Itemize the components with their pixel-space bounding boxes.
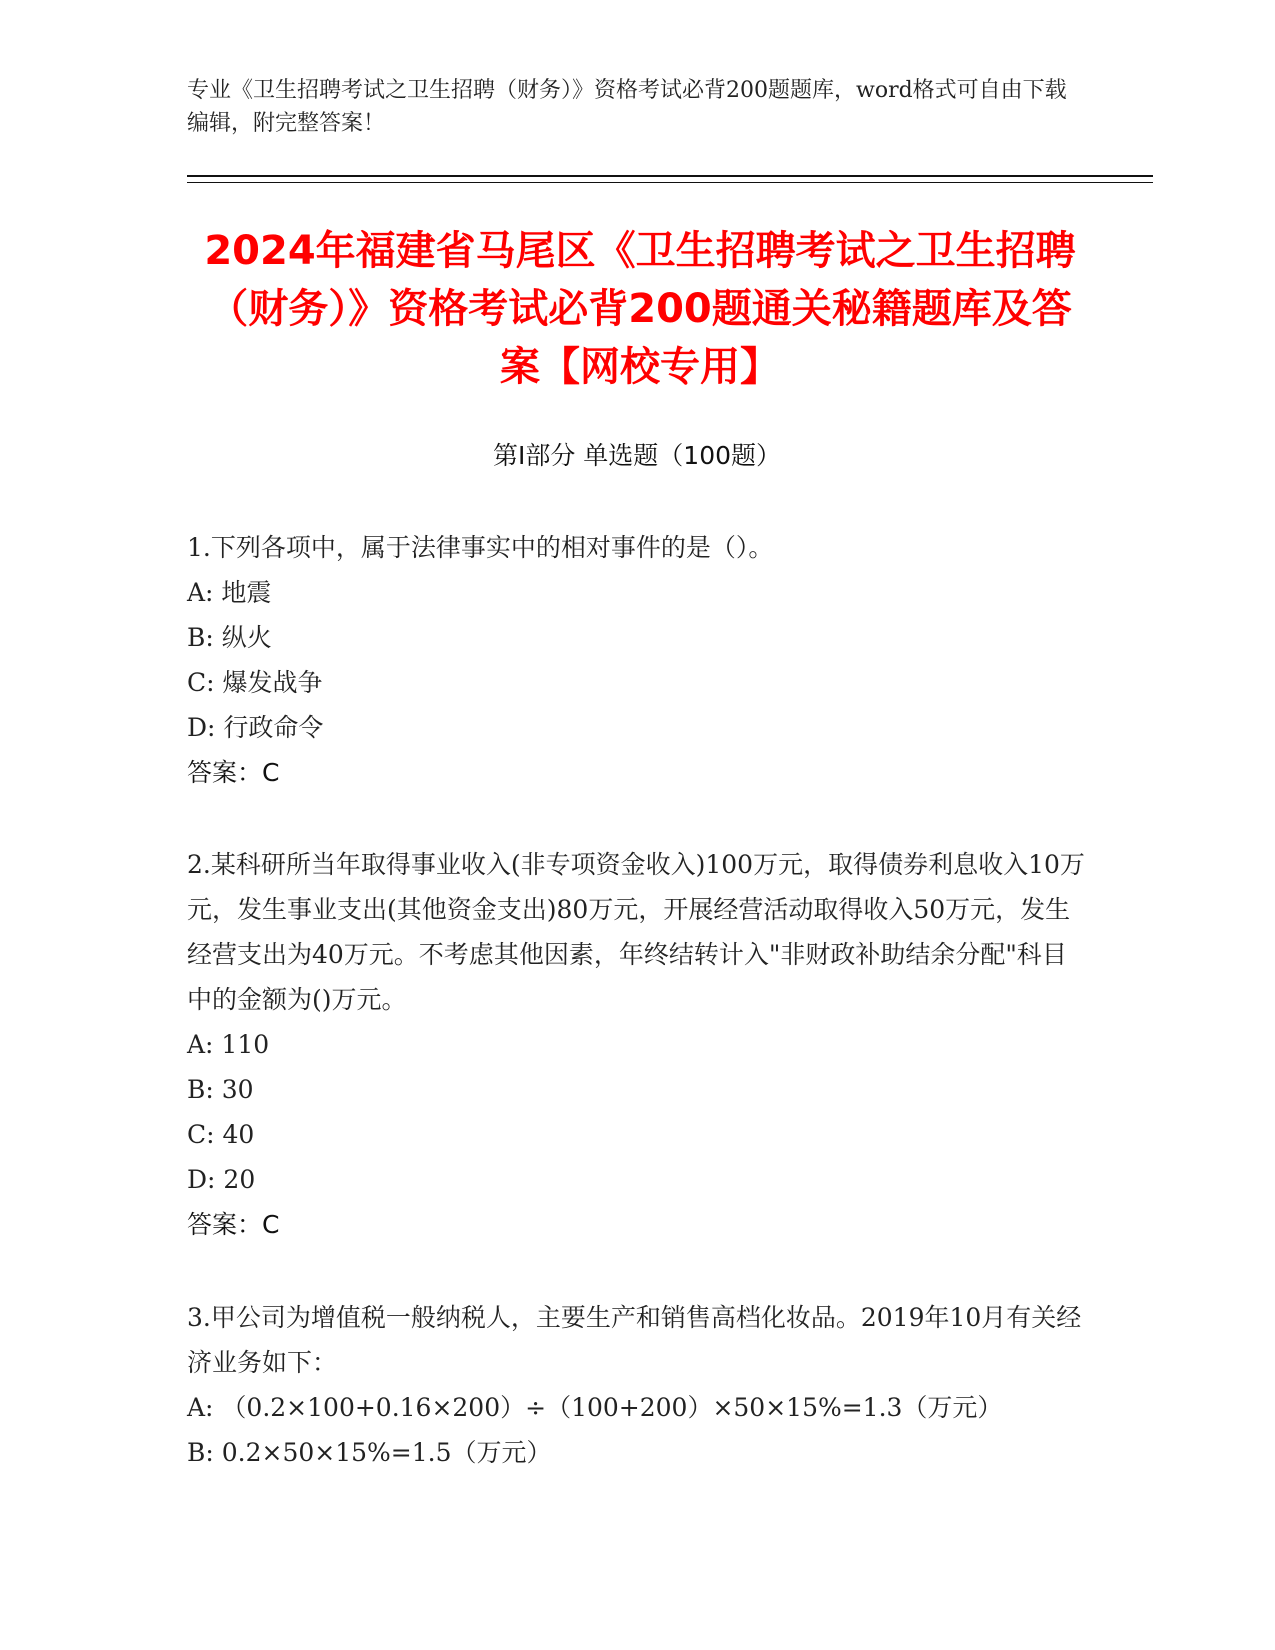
option-c: C: 爆发战争 — [187, 668, 323, 697]
option-a: A: 地震 — [187, 578, 272, 607]
header-note: 专业《卫生招聘考试之卫生招聘（财务）》资格考试必背200题题库，word格式可自由下载编辑，附完整答案！ — [187, 78, 1067, 136]
answer: 答案：C — [187, 758, 280, 787]
question-3 — [187, 1295, 1087, 1475]
question-stem: 2.某科研所当年取得事业收入(非专项资金收入)100万元，取得债券利息收入10万元，发生事业支出(其他资金支出)80万元，开展经营活动取得收入50万元，发生经营支出为40万元。不考虑其他因素，年终结转计入"非财政补助结余分配"科目中的金额为()万元。 — [187, 850, 1085, 1014]
option-a: A: 110 — [187, 1030, 270, 1059]
option-d: D: 行政命令 — [187, 713, 324, 742]
section-title: 第I部分 单选题（100题） — [492, 441, 782, 470]
question-stem: 1.下列各项中，属于法律事实中的相对事件的是（）。 — [187, 533, 774, 562]
question-stem: 3.甲公司为增值税一般纳税人，主要生产和销售高档化妆品。2019年10月有关经济业务如下： — [187, 1303, 1082, 1377]
header-rule-thick — [187, 175, 1153, 177]
question-2 — [187, 842, 1087, 1247]
option-d: D: 20 — [187, 1165, 256, 1194]
answer: 答案：C — [187, 1210, 280, 1239]
option-c: C: 40 — [187, 1120, 255, 1149]
option-b: B: 0.2×50×15%=1.5（万元） — [187, 1438, 552, 1467]
document-title: 2024年福建省马尾区《卫生招聘考试之卫生招聘（财务）》资格考试必背200题通关秘籍题库及答案【网校专用】 — [204, 228, 1076, 390]
option-a: A: （0.2×100+0.16×200）÷（100+200）×50×15%=1.3（万元） — [187, 1393, 1003, 1422]
question-1 — [187, 525, 1087, 795]
option-b: B: 纵火 — [187, 623, 272, 652]
header-rule-thin — [187, 182, 1153, 183]
option-b: B: 30 — [187, 1075, 254, 1104]
